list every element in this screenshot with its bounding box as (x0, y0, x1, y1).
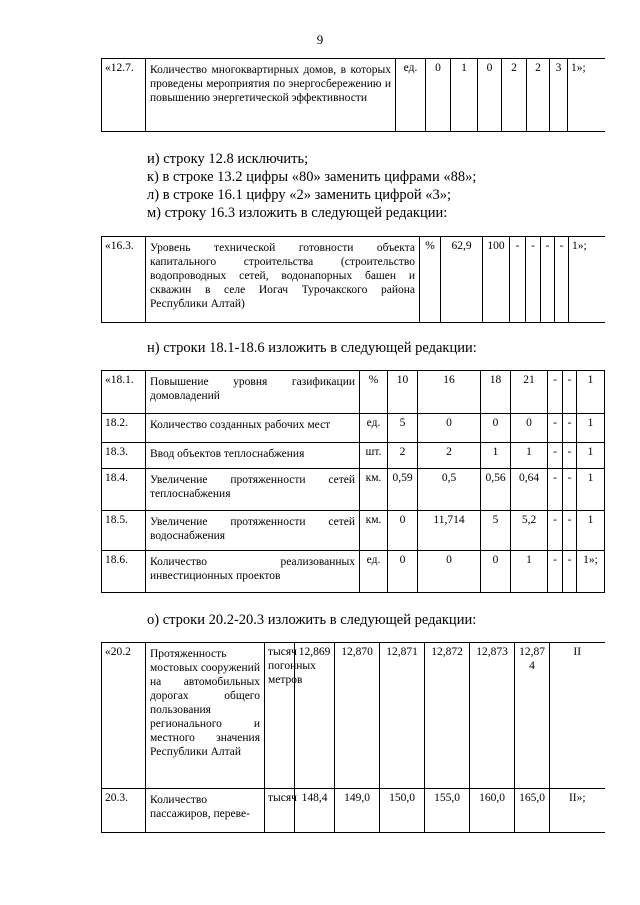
value: 0 (388, 551, 418, 593)
unit: км. (360, 469, 388, 511)
value: 5 (481, 511, 511, 551)
value: 2 (388, 443, 418, 469)
value: - (563, 469, 577, 511)
row-number: 18.2. (102, 414, 146, 443)
value: 21 (511, 371, 548, 414)
value: - (548, 469, 563, 511)
table-row-16-3 (101, 236, 605, 323)
value: 12,870 (335, 643, 380, 789)
value: - (563, 551, 577, 593)
instruction-n: н) строки 18.1-18.6 изложить в следующей редакции: (147, 340, 477, 356)
value: 5 (388, 414, 418, 443)
value: 0,56 (481, 469, 511, 511)
value: 10 (388, 371, 418, 414)
value: 0 (418, 551, 481, 593)
instruction-o: о) строки 20.2-20.3 изложить в следующей редакции: (147, 612, 477, 628)
value: II»; (550, 789, 605, 833)
indicator-name: Протяженность мостовых сооружений на автомобильных дорогах общего пользования регионального и местного значения Республики Алтай (146, 643, 265, 789)
row-number: 18.6. (102, 551, 146, 593)
value: 62,9 (441, 237, 483, 323)
indicator-name: Количество пассажиров, переве- (146, 789, 265, 833)
value: - (563, 414, 577, 443)
instruction-k: к) в строке 13.2 цифры «80» заменить цифрами «88»; (147, 169, 477, 185)
value: 1»; (577, 551, 605, 593)
page-number: 9 (316, 32, 324, 47)
indicator-name: Уровень технической готовности объекта капитального строительства (строительство водопроводных сетей, водонапорных башен и скважин в селе Иогач Турочакского района Республики Алтай) (146, 237, 420, 323)
table-rows-20 (101, 642, 605, 833)
value: 16 (418, 371, 481, 414)
value: 150,0 (380, 789, 425, 833)
unit: ед. (360, 414, 388, 443)
value: - (548, 511, 563, 551)
value: 3 (550, 59, 568, 132)
value: - (555, 237, 569, 323)
value: 0 (418, 414, 481, 443)
indicator-name: Ввод объектов теплоснабжения (146, 443, 360, 469)
value: 0,5 (418, 469, 481, 511)
instruction-i: и) строку 12.8 исключить; (147, 151, 309, 167)
unit: ед. (396, 59, 426, 132)
value: 155,0 (425, 789, 470, 833)
value: 1 (511, 551, 548, 593)
value: 1»; (568, 59, 605, 132)
value: 148,4 (295, 789, 335, 833)
value: 5,2 (511, 511, 548, 551)
value: 1 (577, 469, 605, 511)
row-number: «20.2 (102, 643, 146, 789)
value: 1»; (569, 237, 605, 323)
value: 1 (577, 443, 605, 469)
row-number: 18.3. (102, 443, 146, 469)
instruction-l: л) в строке 16.1 цифру «2» заменить цифрой «3»; (147, 187, 452, 203)
value: 0 (388, 511, 418, 551)
unit: % (360, 371, 388, 414)
value: 1 (451, 59, 478, 132)
value: - (548, 371, 563, 414)
value: 1 (577, 371, 605, 414)
unit: тысяч (265, 789, 295, 833)
instruction-m: м) строку 16.3 изложить в следующей редакции: (147, 205, 448, 221)
unit: ед. (360, 551, 388, 593)
indicator-name: Повышение уровня газификации домовладений (146, 371, 360, 414)
value: 0,59 (388, 469, 418, 511)
value: 12,869 (295, 643, 335, 789)
indicator-name: Количество реализованных инвестиционных проектов (146, 551, 360, 593)
value: 2 (418, 443, 481, 469)
value: - (548, 551, 563, 593)
row-number: 18.4. (102, 469, 146, 511)
value: 165,0 (515, 789, 550, 833)
unit: шт. (360, 443, 388, 469)
indicator-name: Увеличение протяженности сетей теплоснабжения (146, 469, 360, 511)
value: 18 (481, 371, 511, 414)
row-number: 18.5. (102, 511, 146, 551)
value: - (563, 371, 577, 414)
value: 1 (511, 443, 548, 469)
value: - (548, 443, 563, 469)
value: 149,0 (335, 789, 380, 833)
table-rows-18 (101, 370, 605, 593)
value: 12,873 (470, 643, 515, 789)
value: - (548, 414, 563, 443)
value: - (563, 511, 577, 551)
value: 0 (478, 59, 502, 132)
value: 0 (481, 551, 511, 593)
value: 1 (577, 511, 605, 551)
value: - (563, 443, 577, 469)
value: 160,0 (470, 789, 515, 833)
row-number: «16.3. (102, 237, 146, 323)
value: 0 (426, 59, 451, 132)
value: 0 (481, 414, 511, 443)
value: 2 (527, 59, 550, 132)
value: 0 (511, 414, 548, 443)
row-number: 20.3. (102, 789, 146, 833)
value: - (526, 237, 541, 323)
value: II (550, 643, 605, 789)
value: - (541, 237, 555, 323)
value: 11,714 (418, 511, 481, 551)
value: 12,871 (380, 643, 425, 789)
value: 0,64 (511, 469, 548, 511)
indicator-name: Количество многоквартирных домов, в которых проведены мероприятия по энергосбережению и повышению энергетической эффективности (146, 59, 396, 132)
unit: тысяч погонных метров (265, 643, 295, 789)
value: - (510, 237, 526, 323)
value: 12,872 (425, 643, 470, 789)
value: 1 (481, 443, 511, 469)
row-number: «12.7. (102, 59, 146, 132)
indicator-name: Увеличение протяженности сетей водоснабжения (146, 511, 360, 551)
value: 2 (502, 59, 527, 132)
unit: км. (360, 511, 388, 551)
value: 1 (577, 414, 605, 443)
indicator-name: Количество созданных рабочих мест (146, 414, 360, 443)
row-number: «18.1. (102, 371, 146, 414)
unit: % (420, 237, 441, 323)
value: 100 (483, 237, 510, 323)
table-row-12-7 (101, 58, 605, 132)
value: 12,874 (515, 643, 550, 789)
